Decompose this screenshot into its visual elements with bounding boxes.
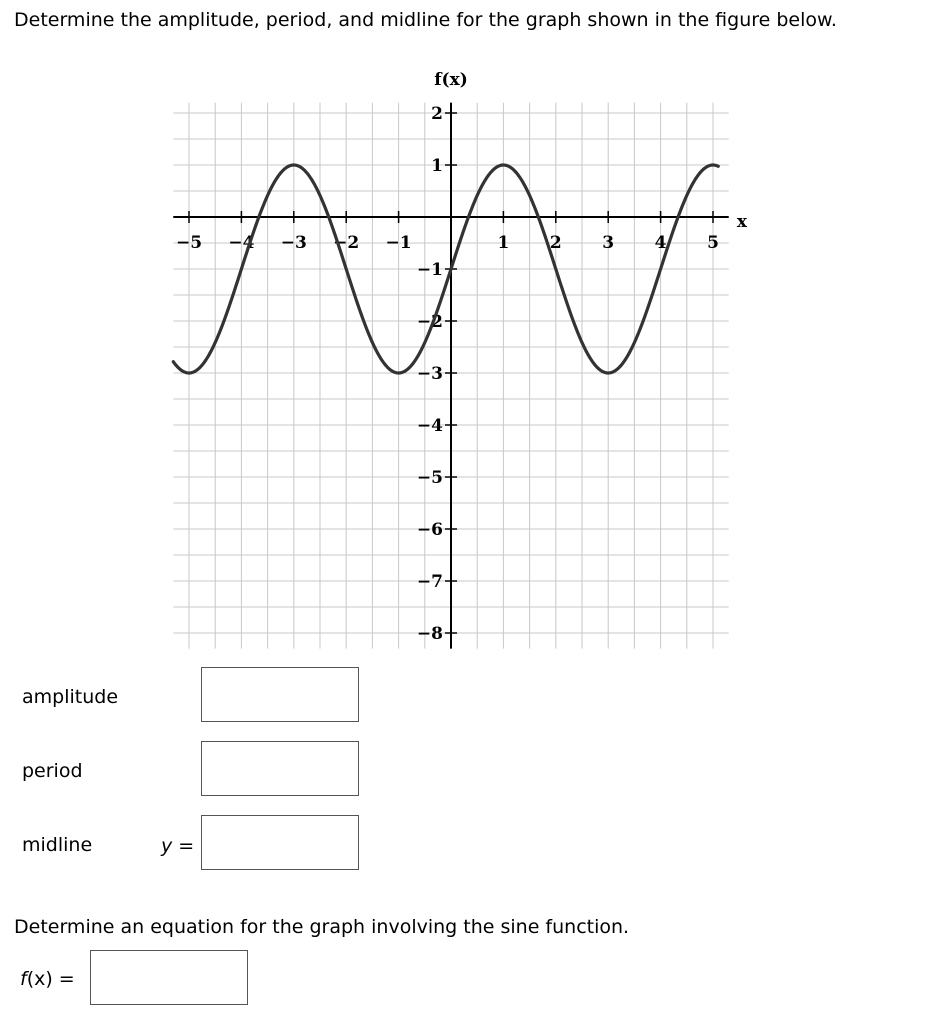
x-tick-label: −5: [175, 233, 203, 253]
amplitude-label: amplitude: [22, 686, 119, 708]
y-axis-label: f(x): [434, 70, 468, 90]
midline-label: midline: [22, 834, 93, 856]
equation-prompt: Determine an equation for the graph involving the sine function.: [14, 916, 630, 938]
y-tick-label: −1: [416, 260, 443, 280]
x-tick-label: 5: [707, 233, 719, 253]
x-tick-label: 2: [549, 233, 562, 253]
period-input[interactable]: [201, 741, 359, 796]
y-tick-label: −7: [416, 572, 443, 592]
x-tick-label: −3: [280, 233, 307, 253]
fx-prefix: [20, 968, 75, 990]
period-label: period: [22, 760, 83, 782]
question-prompt: Determine the amplitude, period, and midline for the graph shown in the figure below.: [14, 9, 837, 31]
x-tick-label: −4: [228, 233, 255, 253]
fx-prefix-rest: (x) =: [26, 968, 75, 990]
midline-prefix: [161, 835, 194, 857]
x-tick-label: 4: [654, 233, 667, 253]
y-tick-label: −3: [416, 364, 443, 384]
fx-prefix-var: f: [20, 968, 27, 990]
y-tick-label: −5: [416, 468, 443, 488]
y-tick-label: −4: [416, 416, 443, 436]
y-tick-label: −8: [416, 624, 443, 644]
y-tick-label: −6: [416, 520, 443, 540]
midline-prefix-eq: =: [178, 835, 195, 857]
chart-labels: [434, 70, 748, 232]
y-tick-label: 1: [431, 156, 443, 176]
x-tick-label: −2: [333, 233, 360, 253]
y-tick-label: 2: [431, 104, 443, 124]
x-tick-label: 1: [497, 233, 510, 253]
x-tick-label: 3: [602, 233, 615, 253]
amplitude-input[interactable]: [201, 667, 359, 722]
chart-ticks: [176, 104, 719, 644]
y-tick-label: −2: [416, 312, 443, 332]
chart-axes: [173, 103, 728, 649]
x-tick-label: −1: [385, 233, 412, 253]
fx-input[interactable]: [90, 950, 248, 1005]
x-axis-label: x: [736, 212, 748, 232]
midline-prefix-var: y: [161, 835, 173, 857]
midline-input[interactable]: [201, 815, 359, 870]
